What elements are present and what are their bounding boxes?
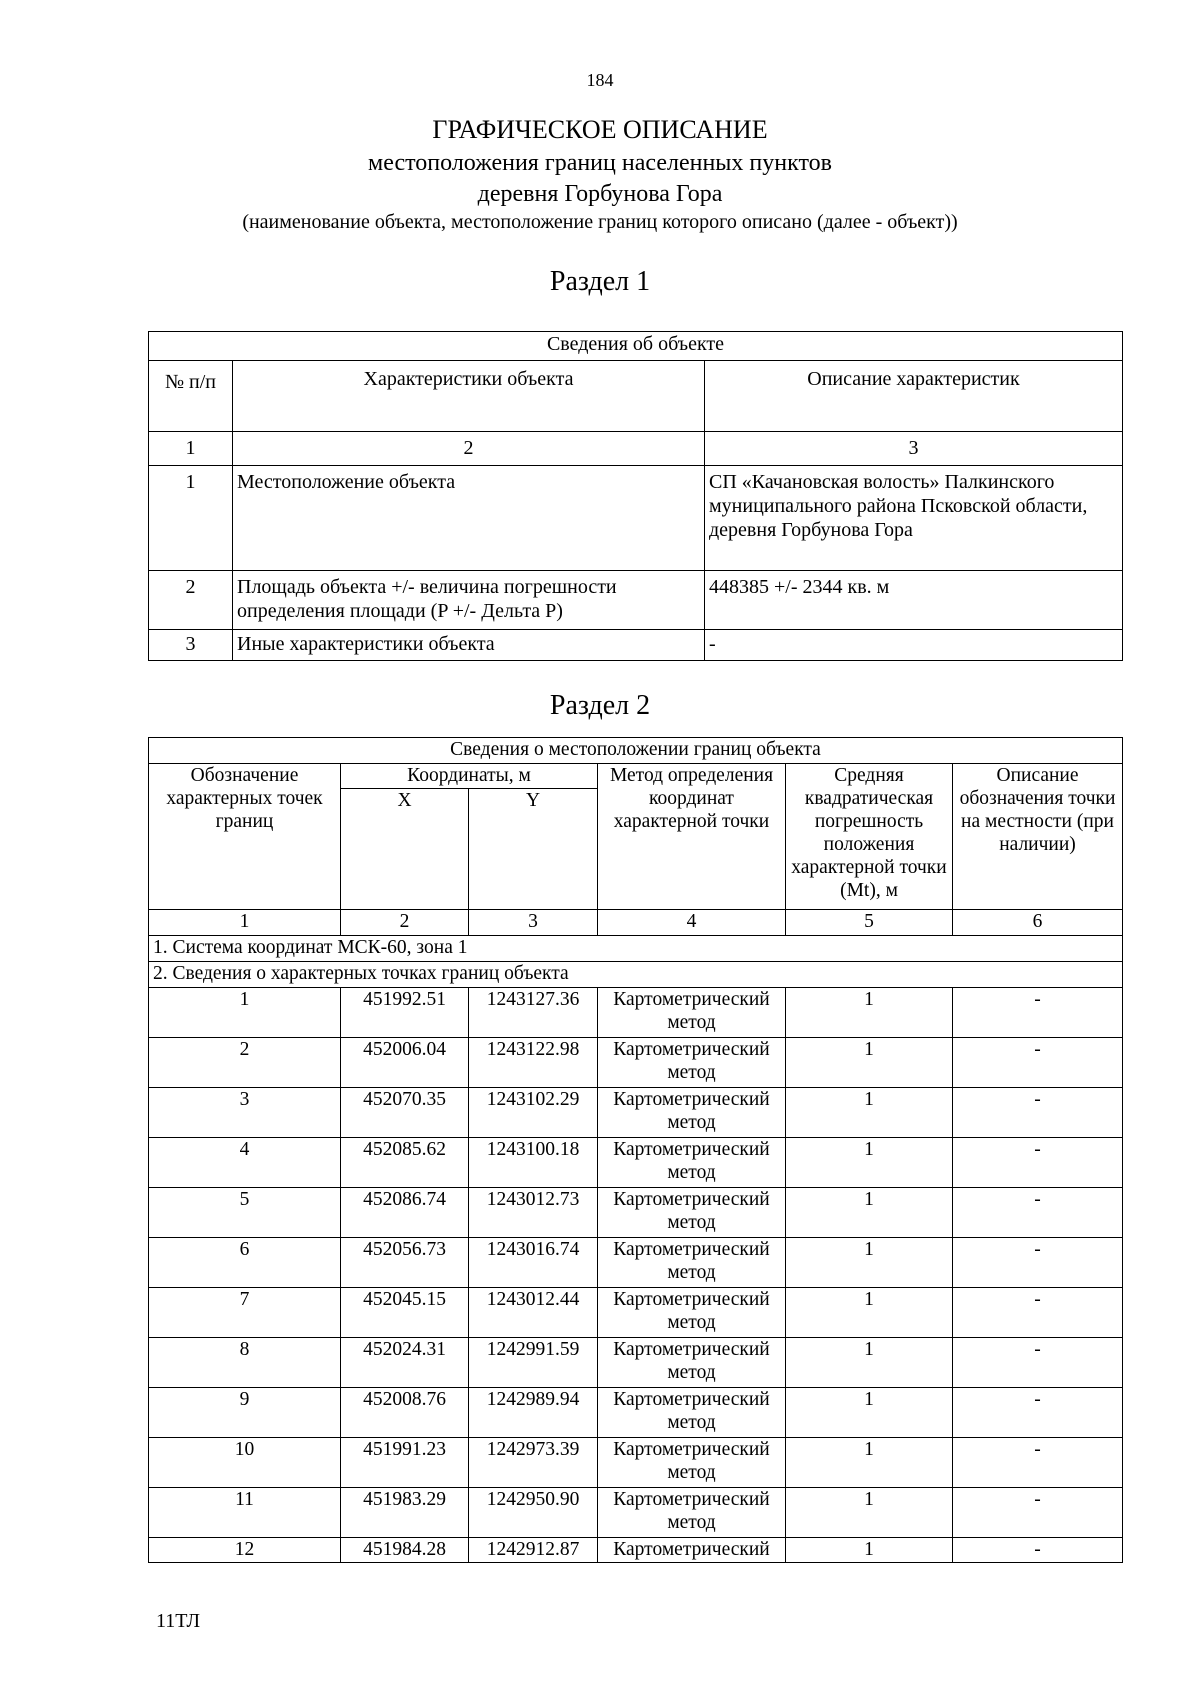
point-error: 1 <box>786 1138 953 1188</box>
point-description: - <box>953 1088 1123 1138</box>
point-method: Картометрический метод <box>598 1288 786 1338</box>
point-method: Картометрический метод <box>598 1388 786 1438</box>
coordinate-system: 1. Система координат МСК-60, зона 1 <box>149 936 1123 962</box>
table-row <box>149 1438 1123 1488</box>
row-number: 3 <box>149 630 233 661</box>
point-error: 1 <box>786 1188 953 1238</box>
point-description: - <box>953 988 1123 1038</box>
point-method: Картометрический метод <box>598 1238 786 1288</box>
col-number: 4 <box>598 910 786 936</box>
points-caption: 2. Сведения о характерных точках границ объекта <box>149 962 1123 988</box>
point-description: - <box>953 1188 1123 1238</box>
header-x: X <box>341 789 469 910</box>
col-number: 2 <box>233 432 705 466</box>
object-name-caption: (наименование объекта, местоположение границ которого описано (далее - объект)) <box>242 211 958 233</box>
point-y: 1243102.29 <box>469 1088 598 1138</box>
point-error: 1 <box>786 1038 953 1088</box>
point-error: 1 <box>786 1388 953 1438</box>
table-row <box>149 1138 1123 1188</box>
point-error: 1 <box>786 1438 953 1488</box>
row-number: 2 <box>149 571 233 630</box>
point-number: 7 <box>149 1288 341 1338</box>
point-error: 1 <box>786 1538 953 1563</box>
row-number: 1 <box>149 466 233 571</box>
table-row <box>149 1288 1123 1338</box>
point-x: 451991.23 <box>341 1438 469 1488</box>
characteristic-value: СП «Качановская волость» Палкинского муниципального района Псковской области, деревня Горбунова Гора <box>705 466 1123 571</box>
header-error: Средняя квадратическая погрешность положения характерной точки (Mt), м <box>786 764 953 910</box>
point-method: Картометрический метод <box>598 1188 786 1238</box>
col-number: 5 <box>786 910 953 936</box>
point-x: 452024.31 <box>341 1338 469 1388</box>
col-number: 3 <box>469 910 598 936</box>
point-description: - <box>953 1038 1123 1088</box>
point-y: 1242989.94 <box>469 1388 598 1438</box>
col-number: 3 <box>705 432 1123 466</box>
object-info-table <box>148 331 1123 661</box>
footer-code: 11ТЛ <box>156 1610 201 1632</box>
point-x: 452045.15 <box>341 1288 469 1338</box>
characteristic-name: Иные характеристики объекта <box>233 630 705 661</box>
point-method: Картометрический <box>598 1538 786 1563</box>
point-y: 1243012.73 <box>469 1188 598 1238</box>
header-coordinates: Координаты, м <box>341 764 598 789</box>
point-method: Картометрический метод <box>598 1038 786 1088</box>
point-x: 452008.76 <box>341 1388 469 1438</box>
point-description: - <box>953 1538 1123 1563</box>
point-x: 451984.28 <box>341 1538 469 1563</box>
section-2-title: Раздел 2 <box>549 690 651 721</box>
col-header-description: Описание характеристик <box>705 361 1123 432</box>
point-x: 451983.29 <box>341 1488 469 1538</box>
point-x: 452085.62 <box>341 1138 469 1188</box>
table-row <box>149 1088 1123 1138</box>
point-y: 1243127.36 <box>469 988 598 1038</box>
object-info-caption: Сведения об объекте <box>149 332 1123 361</box>
table-row <box>149 1188 1123 1238</box>
point-number: 9 <box>149 1388 341 1438</box>
section-1-title: Раздел 1 <box>549 266 651 297</box>
point-method: Картометрический метод <box>598 1488 786 1538</box>
point-error: 1 <box>786 988 953 1038</box>
header-points: Обозначение характерных точек границ <box>149 764 341 910</box>
point-description: - <box>953 1338 1123 1388</box>
point-y: 1243122.98 <box>469 1038 598 1088</box>
document-title: ГРАФИЧЕСКОЕ ОПИСАНИЕ <box>432 115 768 144</box>
point-x: 452056.73 <box>341 1238 469 1288</box>
point-error: 1 <box>786 1088 953 1138</box>
characteristic-value: 448385 +/- 2344 кв. м <box>705 571 1123 630</box>
point-x: 452070.35 <box>341 1088 469 1138</box>
col-number: 1 <box>149 910 341 936</box>
header-description: Описание обозначения точки на местности (при наличии) <box>953 764 1123 910</box>
table-row <box>149 1238 1123 1288</box>
point-y: 1242912.87 <box>469 1538 598 1563</box>
characteristic-name: Местоположение объекта <box>233 466 705 571</box>
point-description: - <box>953 1288 1123 1338</box>
table-row <box>149 1538 1123 1563</box>
table-row <box>149 1038 1123 1088</box>
point-y: 1242973.39 <box>469 1438 598 1488</box>
point-y: 1242950.90 <box>469 1488 598 1538</box>
point-method: Картометрический метод <box>598 1438 786 1488</box>
point-description: - <box>953 1438 1123 1488</box>
header-method: Метод определения координат характерной точки <box>598 764 786 910</box>
col-number: 1 <box>149 432 233 466</box>
boundary-table-caption: Сведения о местоположении границ объекта <box>149 738 1123 764</box>
point-method: Картометрический метод <box>598 1338 786 1388</box>
col-number: 6 <box>953 910 1123 936</box>
point-number: 6 <box>149 1238 341 1288</box>
point-method: Картометрический метод <box>598 1088 786 1138</box>
document-subtitle: местоположения границ населенных пунктов <box>368 150 832 176</box>
point-number: 12 <box>149 1538 341 1563</box>
table-row <box>149 988 1123 1038</box>
point-number: 1 <box>149 988 341 1038</box>
boundary-points-table <box>148 737 1123 1563</box>
point-number: 3 <box>149 1088 341 1138</box>
table-row <box>149 1388 1123 1438</box>
point-error: 1 <box>786 1488 953 1538</box>
point-number: 10 <box>149 1438 341 1488</box>
table-row <box>149 1488 1123 1538</box>
point-description: - <box>953 1138 1123 1188</box>
point-number: 2 <box>149 1038 341 1088</box>
characteristic-value: - <box>705 630 1123 661</box>
point-number: 5 <box>149 1188 341 1238</box>
point-x: 452006.04 <box>341 1038 469 1088</box>
point-y: 1243012.44 <box>469 1288 598 1338</box>
point-x: 452086.74 <box>341 1188 469 1238</box>
point-number: 8 <box>149 1338 341 1388</box>
point-description: - <box>953 1238 1123 1288</box>
header-y: Y <box>469 789 598 910</box>
point-number: 4 <box>149 1138 341 1188</box>
point-error: 1 <box>786 1238 953 1288</box>
point-y: 1243016.74 <box>469 1238 598 1288</box>
table-row <box>149 1338 1123 1388</box>
point-number: 11 <box>149 1488 341 1538</box>
point-y: 1243100.18 <box>469 1138 598 1188</box>
object-name: деревня Горбунова Гора <box>477 181 723 207</box>
point-method: Картометрический метод <box>598 1138 786 1188</box>
point-error: 1 <box>786 1338 953 1388</box>
point-method: Картометрический метод <box>598 988 786 1038</box>
point-error: 1 <box>786 1288 953 1338</box>
col-header-number: № п/п <box>149 361 233 432</box>
characteristic-name: Площадь объекта +/- величина погрешности определения площади (P +/- Дельта P) <box>233 571 705 630</box>
point-x: 451992.51 <box>341 988 469 1038</box>
point-description: - <box>953 1388 1123 1438</box>
point-y: 1242991.59 <box>469 1338 598 1388</box>
col-header-characteristics: Характеристики объекта <box>233 361 705 432</box>
col-number: 2 <box>341 910 469 936</box>
point-description: - <box>953 1488 1123 1538</box>
page-number: 184 <box>586 70 614 90</box>
